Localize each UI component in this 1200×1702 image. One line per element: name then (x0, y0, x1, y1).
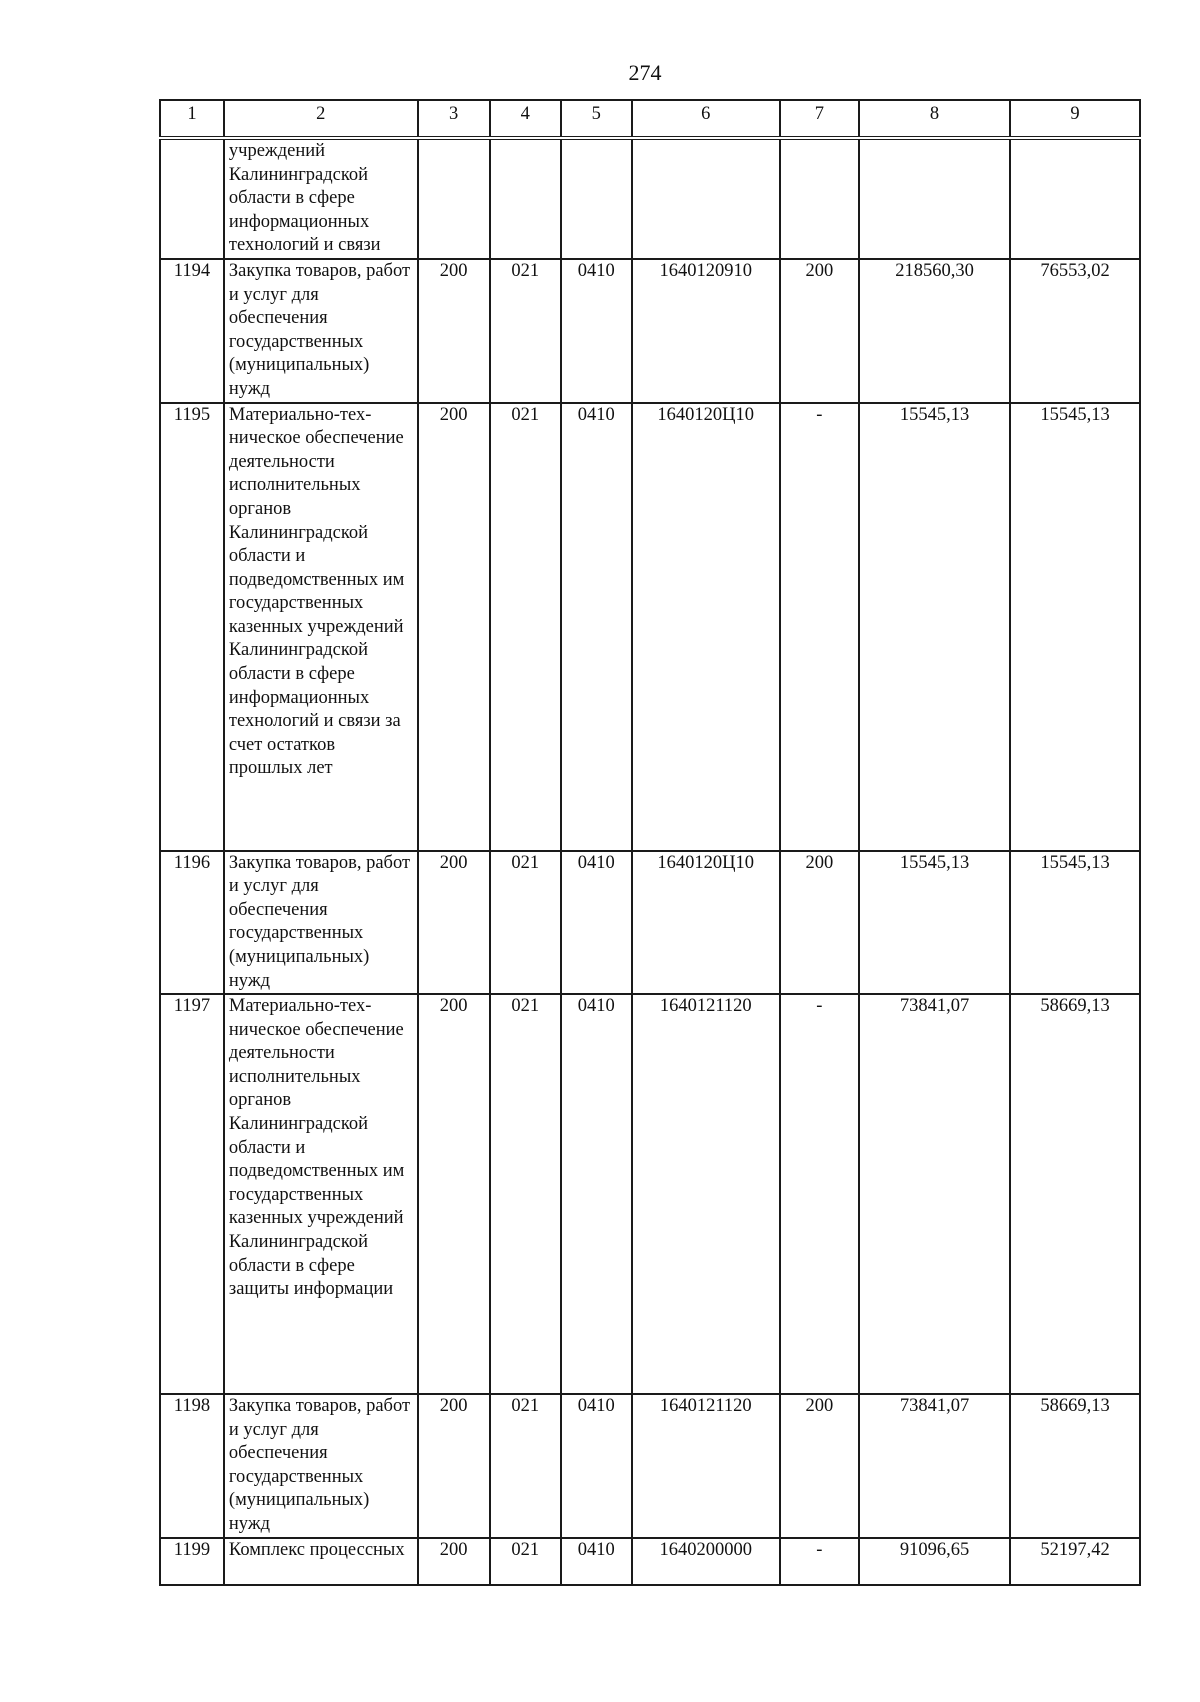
table-row (160, 851, 1140, 995)
col6-cell: 1640120Ц10 (632, 403, 780, 851)
col5-cell (561, 138, 632, 259)
col9-amount-cell: 58669,13 (1010, 994, 1140, 1394)
col3-cell: 200 (418, 1394, 490, 1538)
row-name-cell: учреждений Калининградской области в сфере информационных технологий и связи (224, 138, 418, 259)
row-number-cell: 1195 (160, 403, 224, 851)
col6-cell: 1640121120 (632, 1394, 780, 1538)
col6-cell (632, 138, 780, 259)
col7-cell: - (780, 994, 859, 1394)
row-number-cell: 1197 (160, 994, 224, 1394)
col9-amount-cell: 76553,02 (1010, 259, 1140, 403)
budget-table (159, 99, 1141, 1586)
row-number-cell: 1199 (160, 1538, 224, 1585)
col6-cell: 1640120Ц10 (632, 851, 780, 995)
row-number-cell (160, 138, 224, 259)
row-name-cell: Закупка товаров, работ и услуг для обеспечения государственных (муниципальных) нужд (224, 1394, 418, 1538)
col4-cell: 021 (490, 851, 561, 995)
column-number-row (160, 100, 1140, 138)
row-name-cell: Материально-тех-ническое обеспечение деятельности исполнительных органов Калининградской области и подведомственных им государственных казенных учреждений Калининградской области в сфере защиты информации (224, 994, 418, 1394)
row-name-cell: Закупка товаров, работ и услуг для обеспечения государственных (муниципальных) нужд (224, 259, 418, 403)
column-header: 8 (859, 100, 1010, 138)
col7-cell: 200 (780, 1394, 859, 1538)
table-header (160, 100, 1140, 138)
col5-cell: 0410 (561, 994, 632, 1394)
row-number-cell: 1196 (160, 851, 224, 995)
col5-cell: 0410 (561, 403, 632, 851)
column-header: 4 (490, 100, 561, 138)
col7-cell (780, 138, 859, 259)
col5-cell: 0410 (561, 1394, 632, 1538)
col3-cell: 200 (418, 994, 490, 1394)
column-header: 6 (632, 100, 780, 138)
col3-cell: 200 (418, 1538, 490, 1585)
col8-amount-cell: 73841,07 (859, 994, 1010, 1394)
page-number: 274 (628, 60, 662, 85)
table-row (160, 138, 1140, 259)
row-number-cell: 1194 (160, 259, 224, 403)
col9-amount-cell: 15545,13 (1010, 403, 1140, 851)
col8-amount-cell: 91096,65 (859, 1538, 1010, 1585)
column-header: 2 (224, 100, 418, 138)
row-number-cell: 1198 (160, 1394, 224, 1538)
col8-amount-cell: 73841,07 (859, 1394, 1010, 1538)
col3-cell (418, 138, 490, 259)
col4-cell: 021 (490, 1538, 561, 1585)
col6-cell: 1640121120 (632, 994, 780, 1394)
table-row (160, 1394, 1140, 1538)
table-row (160, 994, 1140, 1394)
col4-cell: 021 (490, 259, 561, 403)
col9-amount-cell: 58669,13 (1010, 1394, 1140, 1538)
col3-cell: 200 (418, 259, 490, 403)
col3-cell: 200 (418, 851, 490, 995)
col8-amount-cell: 15545,13 (859, 851, 1010, 995)
column-header: 9 (1010, 100, 1140, 138)
col7-cell: 200 (780, 259, 859, 403)
col9-amount-cell: 52197,42 (1010, 1538, 1140, 1585)
col8-amount-cell: 218560,30 (859, 259, 1010, 403)
col3-cell: 200 (418, 403, 490, 851)
table-row (160, 259, 1140, 403)
column-header: 1 (160, 100, 224, 138)
col7-cell: 200 (780, 851, 859, 995)
col5-cell: 0410 (561, 1538, 632, 1585)
column-header: 7 (780, 100, 859, 138)
col9-amount-cell: 15545,13 (1010, 851, 1140, 995)
row-name-cell: Материально-тех-ническое обеспечение деятельности исполнительных органов Калининградской области и подведомственных им государственных казенных учреждений Калининградской области в сфере информационных технологий и связи за счет остатков прошлых лет (224, 403, 418, 851)
col6-cell: 1640200000 (632, 1538, 780, 1585)
col6-cell: 1640120910 (632, 259, 780, 403)
col5-cell: 0410 (561, 259, 632, 403)
row-name-cell: Комплекс процессных (224, 1538, 418, 1585)
col8-amount-cell (859, 138, 1010, 259)
col4-cell: 021 (490, 994, 561, 1394)
col4-cell (490, 138, 561, 259)
col4-cell: 021 (490, 403, 561, 851)
table-body (160, 138, 1140, 1585)
column-header: 5 (561, 100, 632, 138)
col4-cell: 021 (490, 1394, 561, 1538)
col7-cell: - (780, 403, 859, 851)
col8-amount-cell: 15545,13 (859, 403, 1010, 851)
column-header: 3 (418, 100, 490, 138)
row-name-cell: Закупка товаров, работ и услуг для обеспечения государственных (муниципальных) нужд (224, 851, 418, 995)
col5-cell: 0410 (561, 851, 632, 995)
col9-amount-cell (1010, 138, 1140, 259)
col7-cell: - (780, 1538, 859, 1585)
table-row (160, 1538, 1140, 1585)
table-row (160, 403, 1140, 851)
